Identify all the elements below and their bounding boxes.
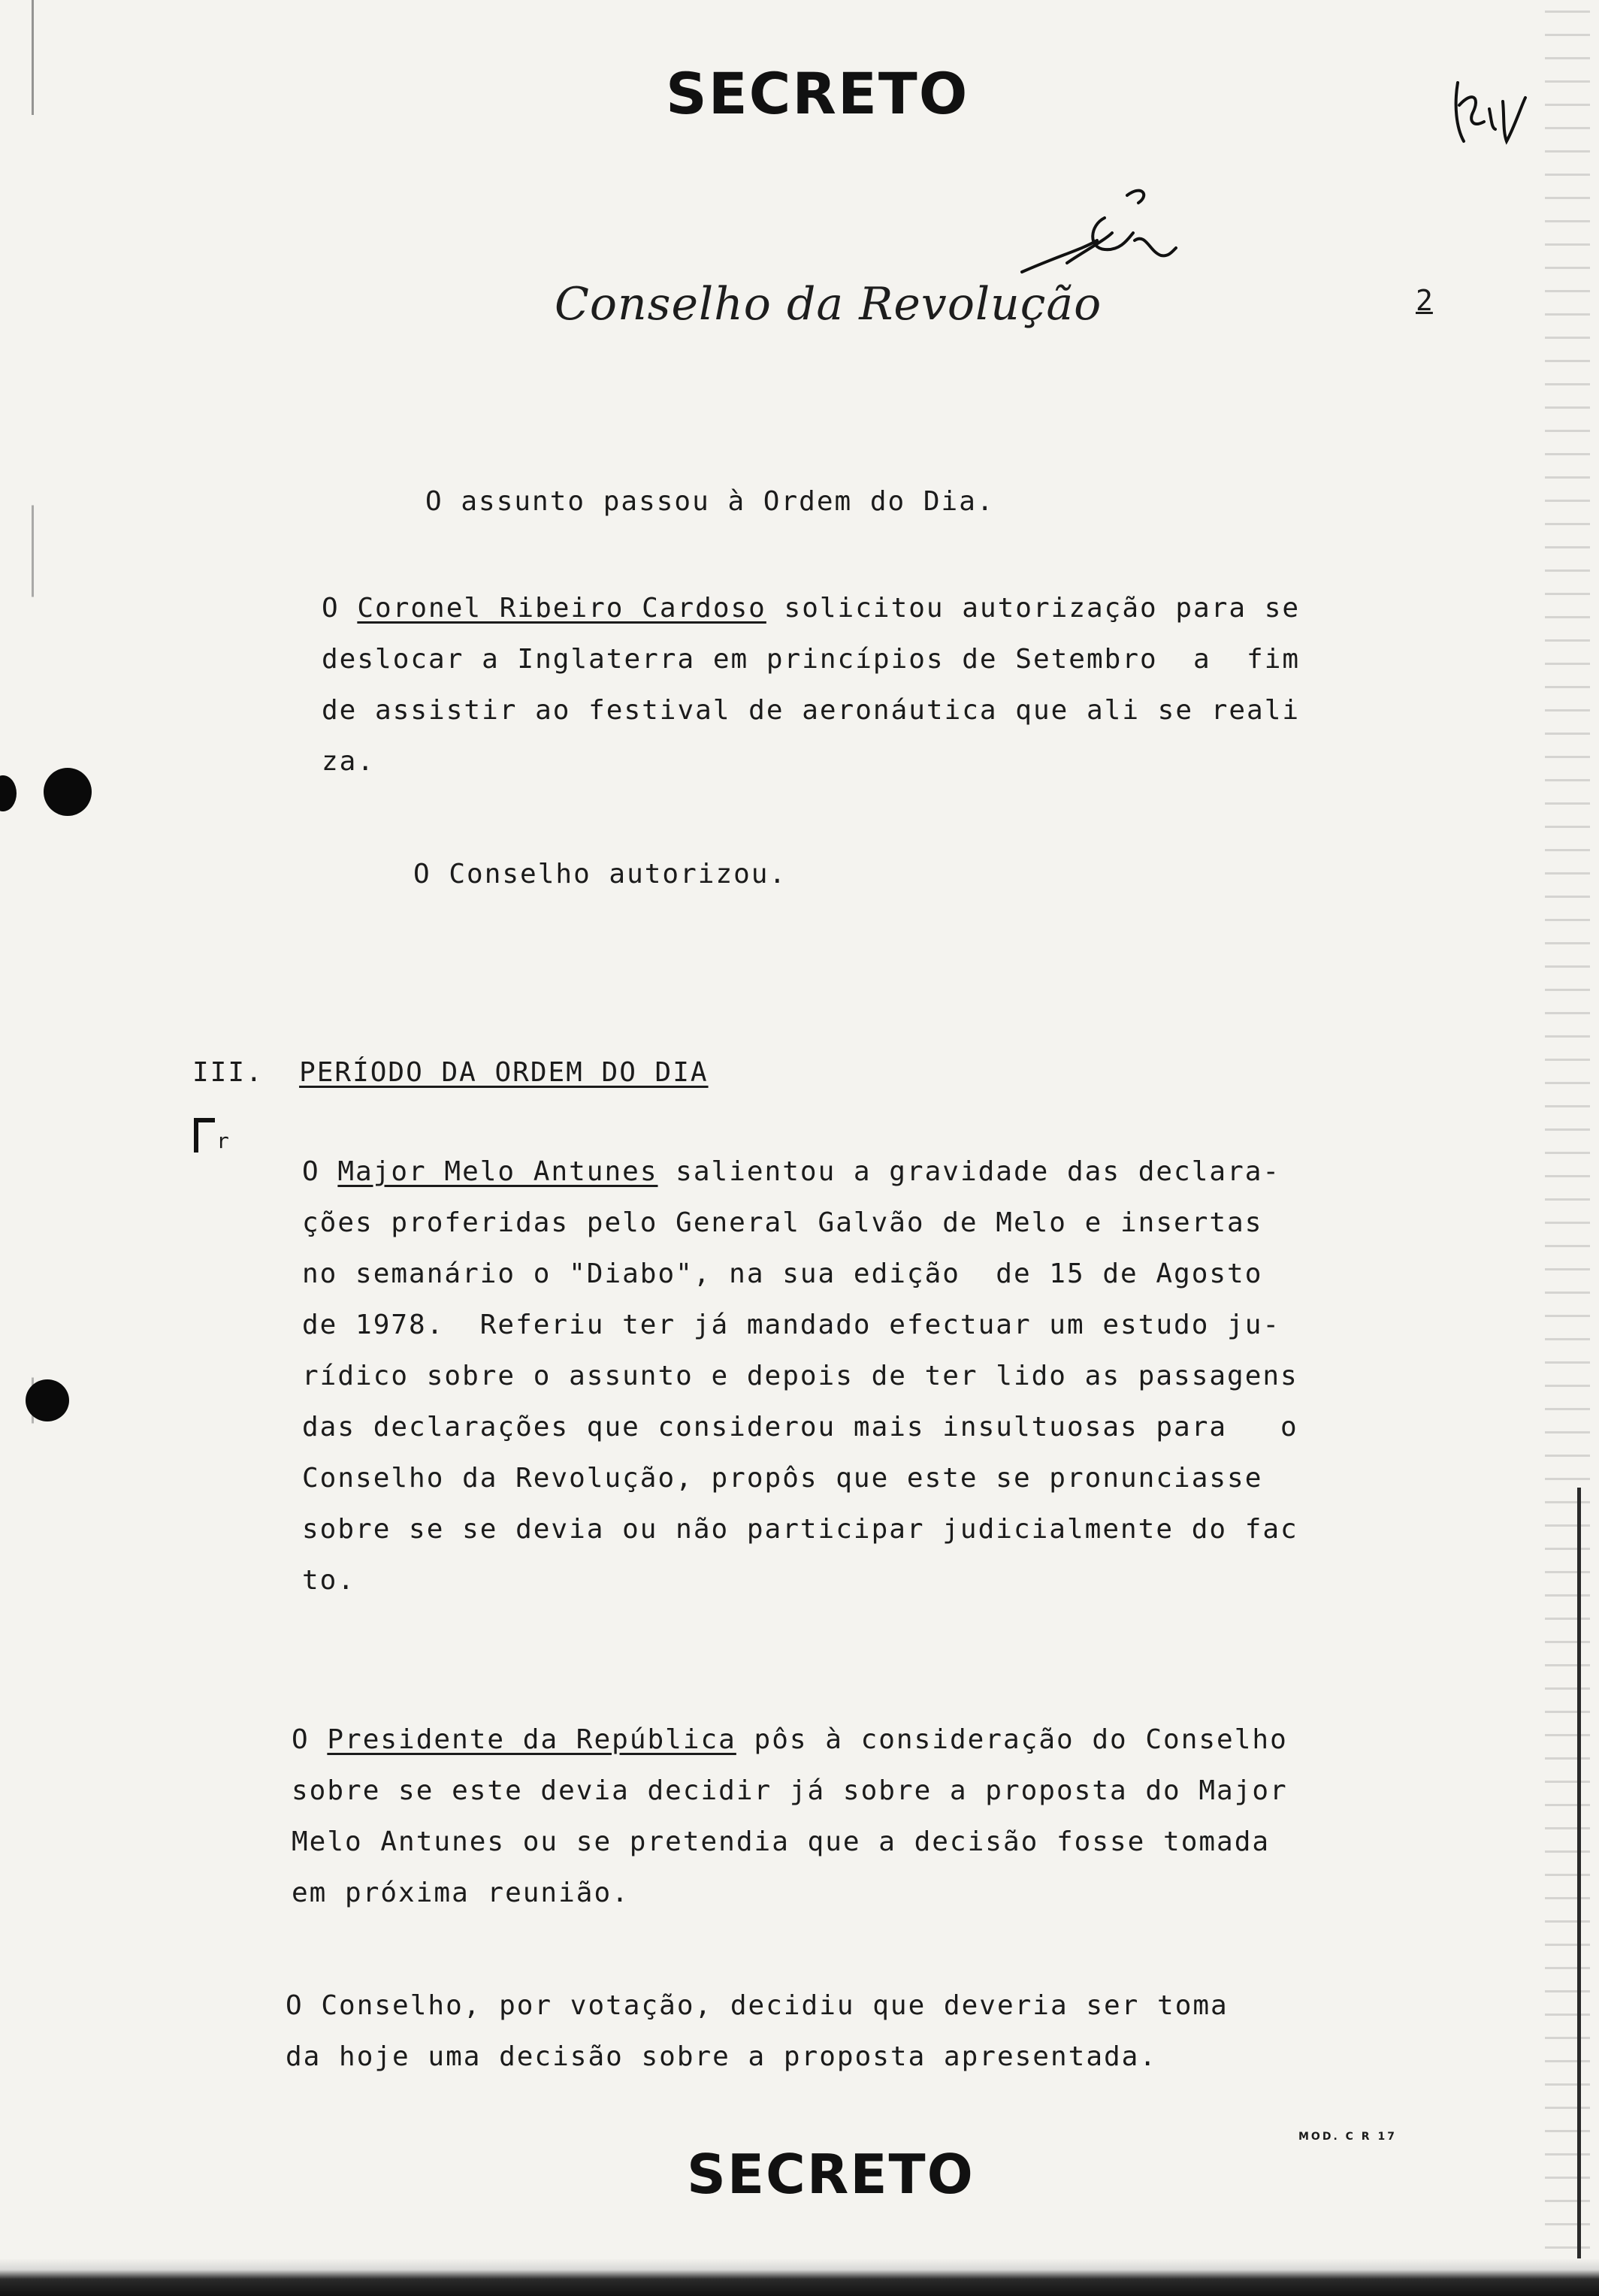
paragraph-line: salientou a gravidade das declara- [657, 1156, 1281, 1187]
paragraph-line: pôs à consideração do Conselho [736, 1724, 1288, 1755]
scan-left-edge [32, 0, 34, 2296]
paragraph-line: za. [322, 746, 376, 777]
speaker-name: Presidente da República [327, 1724, 736, 1755]
scan-right-edge [1545, 0, 1590, 2296]
paragraph-line: Conselho da Revolução, propôs que este se pronunciasse [302, 1463, 1263, 1494]
letterhead-title: Conselho da Revolução [555, 278, 1102, 331]
page-number: 2 [1416, 284, 1433, 317]
paragraph-line: O assunto passou à Ordem do Dia. [425, 486, 995, 517]
paragraph-lead: O [292, 1724, 328, 1755]
section-title: PERÍODO DA ORDEM DO DIA [299, 1057, 709, 1088]
speaker-name: Major Melo Antunes [337, 1156, 658, 1187]
speaker-name: Coronel Ribeiro Cardoso [357, 593, 766, 624]
scan-bottom-band [0, 2258, 1599, 2296]
paragraph-line: deslocar a Inglaterra em princípios de Setembro a fim [322, 644, 1301, 675]
scan-right-rule [1577, 1488, 1581, 2296]
paragraph-line: sobre se este devia decidir já sobre a proposta do Major [292, 1775, 1288, 1806]
paragraph-agenda-line [425, 476, 995, 527]
section-number: III. [192, 1057, 264, 1088]
form-model-code: MOD. C R 17 [1298, 2131, 1397, 2143]
paragraph-line: de 1978. Referiu ter já mandado efectuar um estudo ju- [302, 1310, 1281, 1340]
paragraph-ribeiro-cardoso [322, 583, 1300, 787]
secret-stamp-top: SECRETO [666, 60, 969, 127]
paragraph-line: das declarações que considerou mais insultuosas para o [302, 1412, 1298, 1443]
paragraph-line: em próxima reunião. [292, 1878, 630, 1908]
paragraph-line: da hoje uma decisão sobre a proposta apresentada. [286, 2041, 1158, 2072]
paragraph-line: O Conselho, por votação, decidiu que deveria ser toma [286, 1990, 1229, 2021]
handwritten-rubric [1014, 180, 1195, 285]
secret-stamp-bottom: SECRETO [687, 2143, 975, 2206]
punch-hole-top [44, 768, 92, 816]
paragraph-line: de assistir ao festival de aeronáutica que ali se reali [322, 695, 1301, 726]
paragraph-line: to. [302, 1565, 356, 1596]
paragraph-line: O Conselho autorizou. [413, 859, 787, 890]
paragraph-lead: O [302, 1156, 338, 1187]
section-heading [192, 1047, 709, 1098]
paragraph-council-vote [286, 1980, 1229, 2083]
paragraph-line: solicitou autorização para se [766, 593, 1301, 624]
paragraph-line: ções proferidas pelo General Galvão de Melo e insertas [302, 1207, 1263, 1238]
margin-bracket-mark [194, 1118, 215, 1153]
punch-hole-bottom [26, 1379, 69, 1421]
paragraph-presidente [292, 1714, 1288, 1919]
paragraph-line: no semanário o "Diabo", na sua edição de 15 de Agosto [302, 1258, 1263, 1289]
handwritten-initials-top-right [1450, 75, 1533, 158]
paragraph-lead: O [322, 593, 358, 624]
paragraph-line: Melo Antunes ou se pretendia que a decisão fosse tomada [292, 1826, 1271, 1857]
paragraph-line: rídico sobre o assunto e depois de ter lido as passagens [302, 1361, 1298, 1391]
margin-bracket-r: r [216, 1128, 229, 1153]
paragraph-melo-antunes [302, 1146, 1298, 1606]
paragraph-council-authorized [413, 849, 787, 900]
paragraph-line: sobre se se devia ou não participar judicialmente do fac [302, 1514, 1298, 1545]
punch-hole-top-left-cut [0, 775, 17, 811]
